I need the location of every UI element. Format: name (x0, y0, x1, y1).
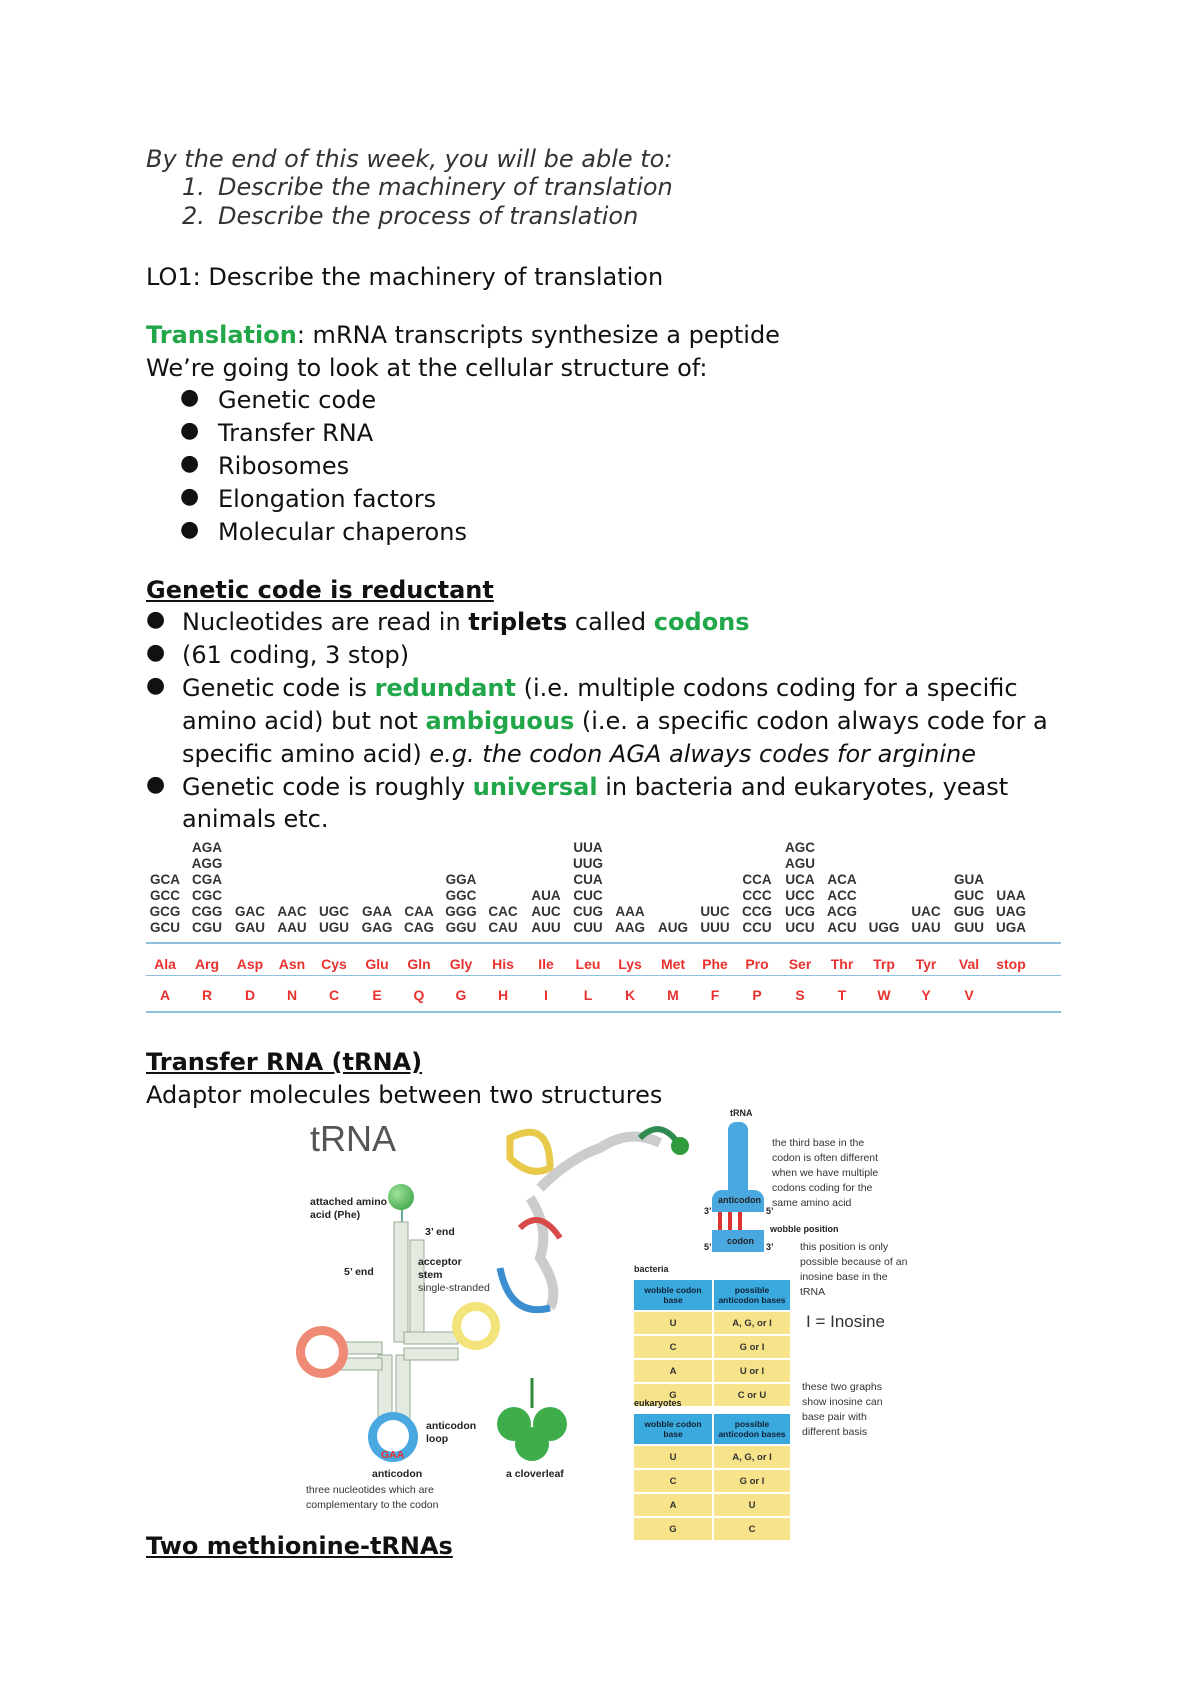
header-line: wobble codon (644, 1419, 702, 1429)
amino-acid-one-letter: I (544, 987, 548, 1003)
table-row (634, 1493, 790, 1517)
codon: UAC (911, 904, 941, 919)
translation-def-text: : mRNA transcripts synthesize a peptide (296, 321, 780, 349)
codon: ACC (827, 888, 857, 903)
codon: GGA (445, 872, 477, 887)
list-item: Elongation factors (218, 485, 437, 513)
codon-stack (779, 840, 821, 936)
amino-acid-one-letter: L (583, 987, 593, 1003)
amino-acid-three-letter: His (492, 956, 514, 972)
amino-acid-three-letter: Gly (449, 956, 473, 972)
amino-acid-one-letter: P (752, 987, 762, 1003)
lo1-heading: LO1: Describe the machinery of translation (146, 263, 664, 291)
amino-acid-three-letter: Gln (407, 956, 431, 972)
codon: CGA (192, 872, 222, 887)
amino-acid-three-letter: Asp (236, 956, 264, 972)
bacteria-label: bacteria (634, 1264, 669, 1274)
t-loop-inner (461, 1311, 491, 1341)
table-cell: G (634, 1383, 713, 1406)
codon: GAG (361, 920, 393, 935)
bullet-icon: ● (180, 451, 200, 476)
text-span: (i.e. multiple codons coding for a specific (515, 674, 1018, 702)
eukaryotes-label: eukaryotes (634, 1398, 682, 1408)
codon-stack (609, 904, 651, 936)
prime-label: 3’ (704, 1206, 712, 1216)
codon-table-rule (146, 975, 1061, 976)
table-header (634, 1414, 713, 1445)
codon: AAC (277, 904, 307, 919)
bullet-icon: ● (180, 418, 200, 443)
anticodon-note-1: three nucleotides which are (306, 1484, 434, 1496)
anticodon-loop-inner (377, 1420, 409, 1452)
amino-acid-one-letter: Y (921, 987, 931, 1003)
codon-stack (821, 872, 863, 936)
genetic-code-heading: Genetic code is reductant (146, 576, 494, 604)
codon: UGU (319, 920, 349, 935)
table-row (634, 1469, 790, 1493)
end3-label: 3’ end (425, 1226, 455, 1238)
amino-acid-one-letter: S (795, 987, 805, 1003)
objective-2: Describe the process of translation (218, 202, 639, 230)
list-item: Transfer RNA (218, 419, 374, 447)
table-cell: A, G, or I (713, 1311, 790, 1335)
amino-acid-one-letter: W (877, 987, 891, 1003)
codon: ACA (827, 872, 857, 887)
bacteria-wobble-table (634, 1280, 790, 1406)
text-span: Genetic code is (182, 674, 375, 702)
amino-acid-three-letter: Lys (618, 956, 642, 972)
wobble-trna-label: tRNA (730, 1108, 753, 1118)
codon-stack (863, 920, 905, 936)
amino-label-1: attached amino (310, 1196, 388, 1208)
codon: ACU (827, 920, 857, 935)
objective-1: Describe the machinery of translation (218, 173, 673, 201)
ambiguous-term: ambiguous (425, 707, 575, 735)
wobble-position-label: wobble position (770, 1224, 839, 1234)
amino-acid-three-letter: Ala (154, 956, 176, 972)
codon-stack (948, 872, 990, 936)
table-row (634, 1359, 790, 1383)
codon: CUC (573, 888, 603, 903)
codon-stack (186, 840, 228, 936)
translation-lead: We’re going to look at the cellular structure of: (146, 354, 708, 382)
amino-acid-one-letter: D (244, 987, 256, 1003)
amino-acid-three-letter: stop (996, 956, 1026, 972)
wobble-note-1 (772, 1136, 878, 1211)
objectives-heading: By the end of this week, you will be able to: (146, 145, 673, 173)
codon: GUG (953, 904, 985, 919)
table-row (634, 1517, 790, 1540)
anticodon-label: anticodon (372, 1468, 423, 1480)
genetic-code-bullet-4-line1 (182, 772, 1008, 802)
amino-acid-one-letter: Q (413, 987, 425, 1003)
base-pair (738, 1212, 742, 1230)
amino-acid-one-letter: E (372, 987, 382, 1003)
codon: GUC (954, 888, 984, 903)
amino-acid-three-letter: Pro (745, 956, 769, 972)
objective-2-num: 2. (182, 202, 205, 230)
codon: GAC (235, 904, 265, 919)
codon: AAU (277, 920, 307, 935)
codon: UUC (700, 904, 730, 919)
codon: UAG (996, 904, 1026, 919)
codon: ACG (827, 904, 857, 919)
triplets-term: triplets (468, 608, 568, 636)
amino-acid-three-letter: Cys (321, 956, 347, 972)
codon: CGG (191, 904, 223, 919)
codon-stack (525, 888, 567, 936)
note-line: inosine base in the (800, 1271, 888, 1283)
bullet-icon: ● (180, 484, 200, 509)
codon-stack (313, 904, 355, 936)
text-span: in bacteria and eukaryotes, yeast (597, 773, 1009, 801)
codon: CUA (573, 872, 603, 887)
amino-acid-one-letter: A (159, 987, 171, 1003)
codon-stack (356, 904, 398, 936)
universal-term: universal (472, 773, 598, 801)
codon: GAA (362, 904, 392, 919)
amino-acid-one-letter: N (286, 987, 298, 1003)
codon: AUC (531, 904, 561, 919)
base-pair (728, 1212, 732, 1230)
amino-acid-three-letter: Phe (702, 956, 728, 972)
bullet-icon: ● (146, 607, 166, 632)
note-line: codons coding for the (772, 1182, 873, 1194)
table-cell: U (634, 1311, 713, 1335)
bullet-icon: ● (146, 772, 166, 797)
codon: UGG (868, 920, 900, 935)
codon: CUG (573, 904, 603, 919)
codon: UUU (700, 920, 730, 935)
trna-stem-shape (728, 1122, 748, 1192)
codon-stack (271, 904, 313, 936)
table-header (713, 1280, 790, 1311)
codon: GUA (954, 872, 984, 887)
table-cell: G or I (713, 1469, 790, 1493)
text-span: Nucleotides are read in (182, 608, 469, 636)
bullet-icon: ● (180, 517, 200, 542)
trna-subtitle: Adaptor molecules between two structures (146, 1081, 663, 1109)
codon: UGA (996, 920, 1026, 935)
codon: GGC (445, 888, 477, 903)
figure-title: tRNA (310, 1118, 397, 1159)
wobble-note-3 (802, 1380, 883, 1440)
codon: CAC (488, 904, 518, 919)
table-cell: A (634, 1493, 713, 1517)
codon: CCC (742, 888, 772, 903)
header-line: base (663, 1295, 683, 1305)
d-loop-inner (305, 1335, 339, 1369)
header-line: wobble codon (644, 1285, 702, 1295)
cloverleaf-label: a cloverleaf (506, 1468, 564, 1480)
table-cell: A (634, 1359, 713, 1383)
codon: UGC (319, 904, 349, 919)
codon: GCU (150, 920, 180, 935)
codon: GCG (149, 904, 181, 919)
codon-stack (398, 904, 440, 936)
codon-table-rule (146, 1011, 1061, 1013)
codon: AGU (785, 856, 815, 871)
amino-acid-three-letter: Arg (194, 956, 220, 972)
codon: CAU (488, 920, 518, 935)
codon: AUA (531, 888, 561, 903)
table-header (713, 1414, 790, 1445)
codon: GAU (235, 920, 265, 935)
cloverleaf-leaf (496, 1378, 568, 1468)
codon: GGU (445, 920, 477, 935)
codon: UAA (996, 888, 1026, 903)
amino-acid-three-letter: Ser (788, 956, 812, 972)
table-cell: U (634, 1445, 713, 1469)
table-cell: G (634, 1517, 713, 1540)
codon: UAU (911, 920, 941, 935)
list-item: Molecular chaperons (218, 518, 467, 546)
table-cell: U (713, 1493, 790, 1517)
translation-definition (146, 320, 780, 350)
trna-heading: Transfer RNA (tRNA) (146, 1048, 423, 1076)
text-span: (i.e. a specific codon always code for a (574, 707, 1048, 735)
genetic-code-bullet-2: (61 coding, 3 stop) (182, 641, 410, 669)
genetic-code-bullet-3-line1 (182, 673, 1018, 703)
amino-acid-one-letter: K (624, 987, 636, 1003)
codon: GCC (150, 888, 180, 903)
table-cell: C (634, 1335, 713, 1359)
example-text: e.g. the codon AGA always codes for arginine (429, 740, 977, 768)
text-span: Genetic code is roughly (182, 773, 473, 801)
note-line: the third base in the (772, 1137, 865, 1149)
amino-acid-one-letter: G (455, 987, 467, 1003)
amino-acid-three-letter: Leu (575, 956, 601, 972)
header-line: possible (734, 1419, 770, 1429)
anticodon-bases: GAA (381, 1449, 405, 1461)
objective-1-num: 1. (182, 173, 205, 201)
text-span: amino acid) but not (182, 707, 426, 735)
codon: GGG (445, 904, 477, 919)
single-stranded-label: single-stranded (418, 1282, 490, 1294)
codon: AGA (192, 840, 222, 855)
eukaryotes-wobble-table (634, 1414, 790, 1540)
header-line: possible (734, 1285, 770, 1295)
codon: UCU (785, 920, 815, 935)
amino-acid-three-letter: Met (660, 956, 686, 972)
header-line: base (663, 1429, 683, 1439)
amino-acid-three-letter: Ile (538, 956, 554, 972)
codon: AUG (658, 920, 688, 935)
codons-term: codons (653, 608, 750, 636)
codon: AGG (191, 856, 223, 871)
note-line: base pair with (802, 1411, 867, 1423)
table-row (634, 1335, 790, 1359)
codon: UUG (573, 856, 603, 871)
codon: CCG (742, 904, 772, 919)
table-row (634, 1445, 790, 1469)
anticodon-box-label: anticodon (718, 1195, 761, 1205)
codon-stack (990, 888, 1032, 936)
codon: AAG (615, 920, 645, 935)
codon: CGU (192, 920, 222, 935)
bullet-icon: ● (180, 385, 200, 410)
codon: CAG (404, 920, 434, 935)
codon: UCG (785, 904, 815, 919)
acceptor-label-1: acceptor (418, 1256, 462, 1268)
codon: AUU (531, 920, 561, 935)
note-line: tRNA (800, 1286, 826, 1298)
bullet-icon: ● (146, 673, 166, 698)
codon: GUU (954, 920, 984, 935)
note-line: codon is often different (772, 1152, 879, 1164)
prime-label: 5’ (766, 1206, 774, 1216)
end5-label: 5’ end (344, 1266, 374, 1278)
amino-acid-one-letter: R (201, 987, 213, 1003)
genetic-code-bullet-3-line3 (182, 739, 976, 769)
acceptor-label-2: stem (418, 1269, 443, 1281)
amino-acid-one-letter: M (667, 987, 679, 1003)
table-row (634, 1311, 790, 1335)
codon-stack (144, 872, 186, 936)
note-line: when we have multiple (772, 1167, 879, 1179)
codon-stack (694, 904, 736, 936)
table-cell: C or U (713, 1383, 790, 1406)
codon: UCA (785, 872, 815, 887)
note-line: different basis (802, 1426, 868, 1438)
codon-stack (736, 872, 778, 936)
table-header (634, 1280, 713, 1311)
genetic-code-bullet-4-line2: animals etc. (182, 805, 329, 833)
codon-stack (440, 872, 482, 936)
amino-acid-one-letter: F (710, 987, 720, 1003)
anticodon-loop-label-2: loop (426, 1433, 449, 1445)
prime-label: 5’ (704, 1242, 712, 1252)
amino-acid-three-letter: Tyr (915, 956, 937, 972)
codon: UUA (573, 840, 603, 855)
anticodon-note-2: complementary to the codon (306, 1499, 439, 1511)
table-cell: C (713, 1517, 790, 1540)
codon-table-rule (146, 942, 1061, 944)
amino-acid-three-letter: Trp (873, 956, 895, 972)
genetic-code-bullet-3-line2 (182, 706, 1048, 736)
amino-acid-three-letter: Val (958, 956, 980, 972)
text-span: specific amino acid) (182, 740, 430, 768)
codon-stack (652, 920, 694, 936)
anticodon-loop-label-1: anticodon (426, 1420, 477, 1432)
table-cell: C (634, 1469, 713, 1493)
codon-stack (905, 904, 947, 936)
amino-acid-three-letter: Asn (278, 956, 306, 972)
amino-acid-three-letter: Glu (365, 956, 389, 972)
base-pair (718, 1212, 722, 1230)
codon: AGC (785, 840, 815, 855)
note-line: same amino acid (772, 1197, 852, 1209)
codon-box-label: codon (727, 1236, 754, 1246)
amino-acid-one-letter: H (497, 987, 509, 1003)
note-line: this position is only (800, 1241, 889, 1253)
amino-acid-one-letter: V (964, 987, 974, 1003)
inosine-label: I = Inosine (806, 1312, 885, 1331)
wobble-note-2 (800, 1240, 907, 1300)
codon: GCA (150, 872, 180, 887)
genetic-code-bullet-1 (182, 607, 750, 637)
header-line: anticodon bases (718, 1295, 786, 1305)
list-item: Genetic code (218, 386, 377, 414)
codon: CCA (742, 872, 772, 887)
table-cell: G or I (713, 1335, 790, 1359)
redundant-term: redundant (374, 674, 516, 702)
note-line: these two graphs (802, 1381, 882, 1393)
translation-term: Translation (146, 321, 297, 349)
codon-stack (229, 904, 271, 936)
codon: UCC (785, 888, 815, 903)
prime-label: 3’ (766, 1242, 774, 1252)
codon-stack (567, 840, 609, 936)
note-line: show inosine can (802, 1396, 883, 1408)
codon: CAA (404, 904, 434, 919)
amino-acid-three-letter: Thr (830, 956, 854, 972)
table-cell: A, G, or I (713, 1445, 790, 1469)
codon: AAA (615, 904, 645, 919)
codon: CGC (192, 888, 222, 903)
codon: CCU (742, 920, 772, 935)
codon-stack (482, 904, 524, 936)
text-span: called (567, 608, 654, 636)
table-cell: U or I (713, 1359, 790, 1383)
amino-label-2: acid (Phe) (310, 1209, 361, 1221)
amino-acid-one-letter: C (328, 987, 340, 1003)
amino-acid-ball (388, 1184, 414, 1210)
bullet-icon: ● (146, 640, 166, 665)
methionine-heading: Two methionine-tRNAs (146, 1532, 453, 1560)
codon: CUU (573, 920, 603, 935)
note-line: possible because of an (800, 1256, 908, 1268)
list-item: Ribosomes (218, 452, 350, 480)
header-line: anticodon bases (718, 1429, 786, 1439)
amino-acid-one-letter: T (837, 987, 847, 1003)
